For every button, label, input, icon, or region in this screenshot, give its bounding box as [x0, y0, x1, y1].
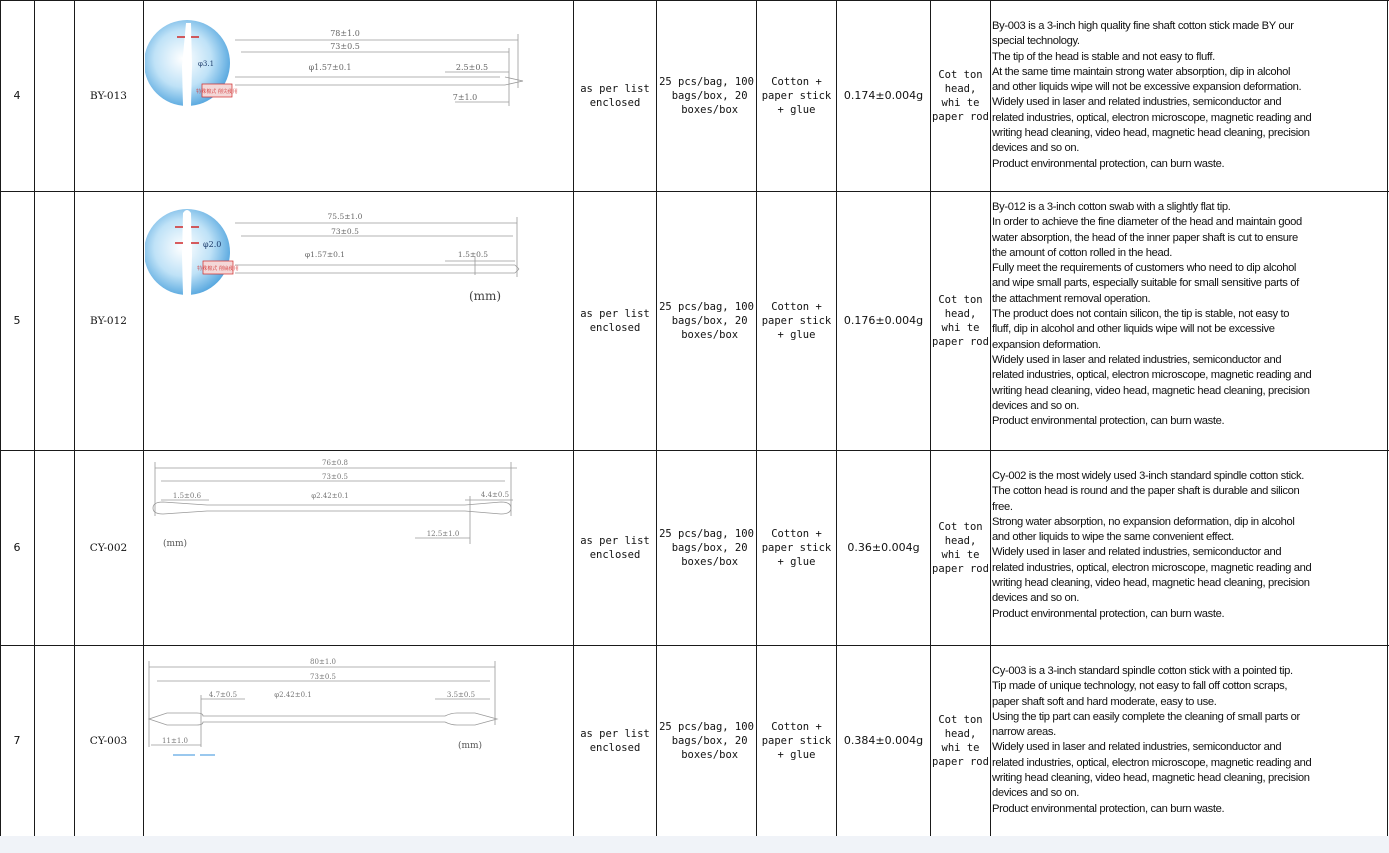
product-drawing: [145, 655, 565, 760]
row-number: 5: [13, 314, 21, 327]
dimension-overall: 76±0.8: [322, 459, 348, 467]
product-code: CY-002: [89, 541, 128, 554]
product-description: [992, 664, 1385, 817]
description-line: free.: [992, 500, 1013, 513]
description-line: expansion deformation.: [992, 338, 1101, 351]
unit-label: (mm): [457, 741, 483, 751]
packing-quantity: 25 pcs/bag, 100 bags/box, 20 boxes/box: [659, 720, 754, 761]
description-line: Widely used in laser and related industries, semiconductor and: [992, 741, 1282, 754]
description-line: The cotton head is round and the paper shaft is durable and silicon: [992, 485, 1300, 498]
description-line: The tip of the head is stable and not easy to fluff.: [992, 50, 1215, 63]
viewer-bottom-bar: [0, 836, 1389, 853]
callout-label: 特殊棉式 削尖使用: [196, 89, 238, 95]
material: Cotton + paper stick + glue: [761, 300, 832, 341]
description-line: Product environmental protection, can burn waste.: [992, 607, 1225, 620]
description-line: devices and so on.: [992, 787, 1079, 800]
column-divider: [990, 0, 991, 836]
row-number: 4: [13, 89, 21, 102]
description-line: special technology.: [992, 35, 1080, 48]
dimension-shaft-diameter: φ1.57±0.1: [304, 250, 346, 259]
callout-label: 特殊棉式 削扁使用: [197, 266, 239, 272]
packing-quantity: 25 pcs/bag, 100 bags/box, 20 boxes/box: [659, 75, 754, 116]
product-description: [992, 200, 1385, 429]
product-type: Cot ton head, whi te paper rod: [932, 68, 989, 123]
dimension-overall: 80±1.0: [310, 658, 336, 666]
material: Cotton + paper stick + glue: [761, 527, 832, 568]
description-line: related industries, optical, electron microscope, magnetic reading and: [992, 756, 1312, 769]
dimension-shaft-length: 73±0.5: [330, 42, 360, 51]
dimension-head-length: 11±1.0: [162, 737, 188, 745]
product-drawing: [145, 456, 565, 556]
dimension-head-diameter: 4.4±0.5: [480, 491, 510, 499]
product-type: Cot ton head, whi te paper rod: [932, 520, 989, 575]
head-diameter-label: φ2.0: [203, 240, 222, 249]
description-line: Strong water absorption, no expansion deformation, dip in alcohol: [992, 515, 1295, 528]
dimension-tip-length: 1.5±0.6: [172, 492, 202, 500]
product-type: Cot ton head, whi te paper rod: [932, 713, 989, 768]
description-line: Cy-002 is the most widely used 3-inch standard spindle cotton stick.: [992, 470, 1304, 482]
description-line: fluff, dip in alcohol and other liquids wipe will not be excessive: [992, 323, 1275, 336]
column-divider: [34, 0, 35, 836]
weight: 0.174±0.004g: [843, 89, 924, 102]
description-line: and other liquids to wipe the same convenient effect.: [992, 531, 1234, 544]
product-description: [992, 469, 1385, 622]
dimension-overall: 75.5±1.0: [327, 212, 363, 221]
description-line: writing head cleaning, video head, magnetic head cleaning, precision: [992, 127, 1310, 140]
dimension-tip-extent: 7±1.0: [452, 93, 478, 102]
product-drawing: [145, 205, 565, 305]
material: Cotton + paper stick + glue: [761, 75, 832, 116]
weight: 0.384±0.004g: [843, 734, 924, 747]
dimension-head-length: 12.5±1.0: [426, 530, 460, 538]
description-line: Fully meet the requirements of customers who need to dip alcohol: [992, 262, 1297, 275]
dimension-shaft-length: 73±0.5: [331, 227, 359, 236]
description-line: devices and so on.: [992, 399, 1079, 412]
description-line: Widely used in laser and related industries, semiconductor and: [992, 353, 1282, 366]
packaging-spec: as per list enclosed: [580, 727, 650, 754]
description-line: paper shaft soft and hard moderate, easy to use.: [992, 695, 1217, 708]
dimension-head-diameter: 3.5±0.5: [446, 691, 476, 699]
column-divider: [143, 0, 144, 836]
product-description: [992, 19, 1385, 172]
unit-label: (mm): [468, 289, 502, 303]
row-number: 7: [13, 734, 21, 747]
description-line: related industries, optical, electron microscope, magnetic reading and: [992, 561, 1312, 574]
description-line: Product environmental protection, can burn waste.: [992, 157, 1225, 170]
unit-label: (mm): [162, 539, 188, 549]
description-line: By-012 is a 3-inch cotton swab with a slightly flat tip.: [992, 201, 1231, 213]
dimension-tip-length: 4.7±0.5: [208, 691, 238, 699]
product-type: Cot ton head, whi te paper rod: [932, 293, 989, 348]
description-line: related industries, optical, electron microscope, magnetic reading and: [992, 369, 1312, 382]
description-line: and wipe small parts, especially suitable for small sensitive parts of: [992, 277, 1299, 290]
dimension-shaft-diameter: φ1.57±0.1: [308, 63, 352, 72]
description-line: Tip made of unique technology, not easy to fall off cotton scraps,: [992, 680, 1288, 693]
product-drawing: [145, 18, 565, 138]
head-diameter-label: φ3.1: [198, 60, 215, 68]
description-line: the attachment removal operation.: [992, 292, 1151, 305]
packaging-spec: as per list enclosed: [580, 82, 650, 109]
packing-quantity: 25 pcs/bag, 100 bags/box, 20 boxes/box: [659, 300, 754, 341]
packaging-spec: as per list enclosed: [580, 307, 650, 334]
description-line: Widely used in laser and related industries, semiconductor and: [992, 546, 1282, 559]
dimension-overall: 78±1.0: [330, 29, 360, 38]
description-line: Cy-003 is a 3-inch standard spindle cotton stick with a pointed tip.: [992, 665, 1293, 677]
description-line: writing head cleaning, video head, magnetic head cleaning, precision: [992, 384, 1310, 397]
description-line: the amount of cotton rolled in the head.: [992, 246, 1173, 259]
description-line: Product environmental protection, can burn waste.: [992, 802, 1225, 815]
product-code: CY-003: [89, 734, 128, 747]
description-line: At the same time maintain strong water absorption, dip in alcohol: [992, 65, 1291, 78]
description-line: Product environmental protection, can burn waste.: [992, 415, 1225, 428]
description-line: and other liquids wipe will not be excessive expansion deformation.: [992, 81, 1302, 94]
product-code: BY-013: [90, 89, 127, 102]
packaging-spec: as per list enclosed: [580, 534, 650, 561]
description-line: Widely used in laser and related industries, semiconductor and: [992, 96, 1282, 109]
packing-quantity: 25 pcs/bag, 100 bags/box, 20 boxes/box: [659, 527, 754, 568]
dimension-shaft-diameter: φ2.42±0.1: [274, 691, 312, 699]
description-line: writing head cleaning, video head, magnetic head cleaning, precision: [992, 577, 1310, 590]
description-line: By-003 is a 3-inch high quality fine shaft cotton stick made BY our: [992, 20, 1294, 32]
dimension-shaft-length: 73±0.5: [322, 473, 348, 481]
product-code: BY-012: [90, 314, 127, 327]
description-line: The product does not contain silicon, the tip is stable, not easy to: [992, 308, 1290, 321]
description-line: Using the tip part can easily complete the cleaning of small parts or: [992, 710, 1300, 723]
description-line: water absorption, the head of the inner paper shaft is cut to ensure: [992, 231, 1298, 244]
description-line: In order to achieve the fine diameter of the head and maintain good: [992, 216, 1302, 229]
description-line: devices and so on.: [992, 142, 1079, 155]
description-line: writing head cleaning, video head, magnetic head cleaning, precision: [992, 772, 1310, 785]
dimension-shaft-length: 73±0.5: [310, 673, 336, 681]
table-border-right: [1387, 0, 1388, 836]
dimension-tip-length: 1.5±0.5: [457, 250, 489, 259]
weight: 0.176±0.004g: [843, 314, 924, 327]
dimension-tip-length: 2.5±0.5: [455, 63, 489, 72]
row-number: 6: [13, 541, 21, 554]
description-line: related industries, optical, electron microscope, magnetic reading and: [992, 111, 1312, 124]
weight: 0.36±0.004g: [847, 541, 920, 554]
description-line: devices and so on.: [992, 592, 1079, 605]
dimension-shaft-diameter: φ2.42±0.1: [311, 492, 349, 500]
description-line: narrow areas.: [992, 726, 1056, 739]
material: Cotton + paper stick + glue: [761, 720, 832, 761]
